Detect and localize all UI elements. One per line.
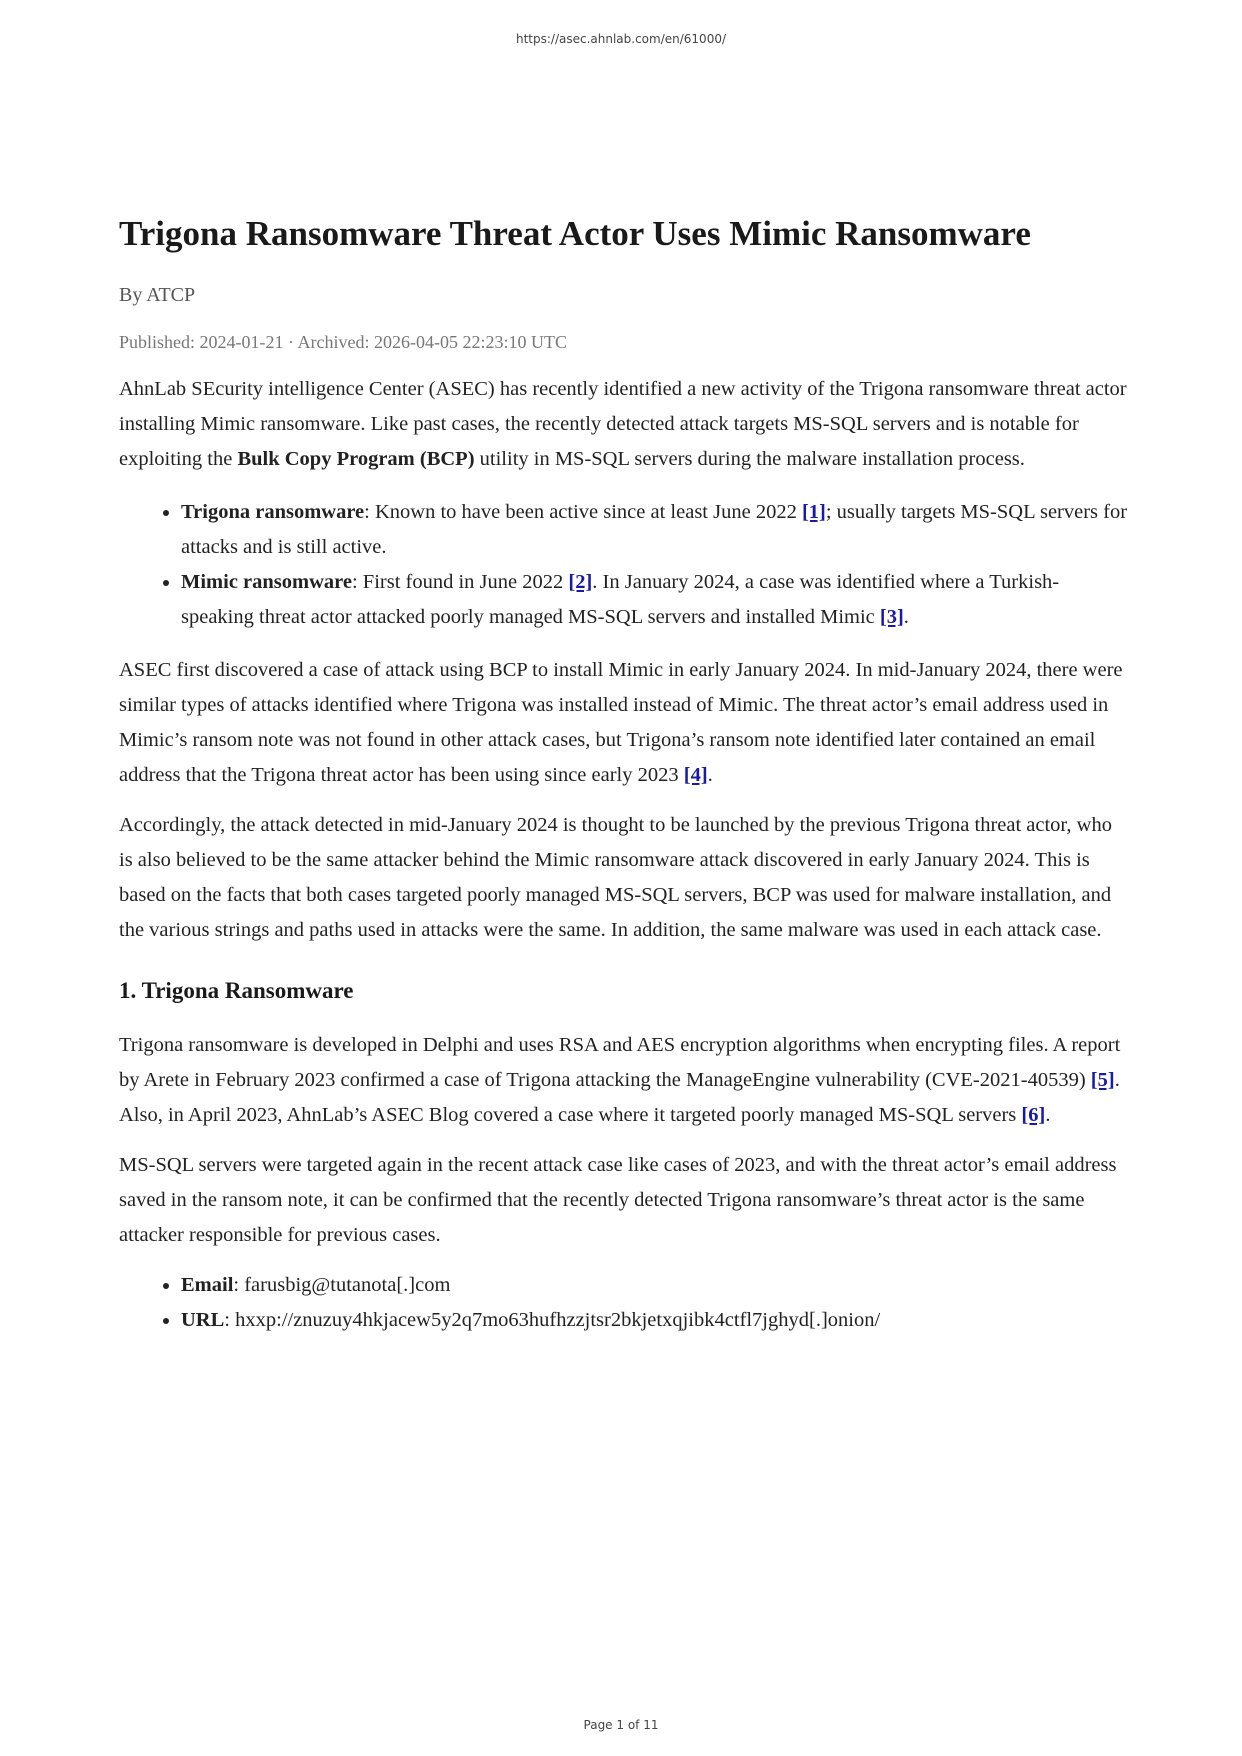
intro-bold-bcp: Bulk Copy Program (BCP) bbox=[237, 448, 475, 470]
ioc-list bbox=[119, 1268, 1129, 1338]
list-item-label: Mimic ransomware bbox=[181, 571, 352, 593]
list-item-text: : Known to have been active since at least June 2022 bbox=[364, 501, 802, 523]
article-published-meta: Published: 2024-01-21 · Archived: 2026-04-05 22:23:10 UTC bbox=[119, 332, 567, 352]
ioc-value: : hxxp://znuzuy4hkjacew5y2q7mo63hufhzzjtsr2bkjetxqjibk4ctfl7jghyd[.]onion/ bbox=[224, 1309, 881, 1331]
paragraph-text: . bbox=[1045, 1104, 1051, 1126]
reference-link-3[interactable]: [3] bbox=[879, 606, 904, 628]
intro-text-end: utility in MS-SQL servers during the malware installation process. bbox=[474, 448, 1025, 470]
list-item-text: . bbox=[903, 606, 909, 628]
article-title: Trigona Ransomware Threat Actor Uses Mimic Ransomware bbox=[119, 214, 1031, 253]
paragraph-trigona-overview bbox=[119, 1028, 1129, 1133]
paragraph-discovery bbox=[119, 653, 1129, 793]
list-item bbox=[181, 495, 1129, 565]
article bbox=[119, 212, 1129, 1338]
page-number-footer: Page 1 of 11 bbox=[583, 1718, 659, 1732]
list-item-text: : First found in June 2022 bbox=[351, 571, 569, 593]
reference-link-4[interactable]: [4] bbox=[683, 764, 708, 786]
reference-link-6[interactable]: [6] bbox=[1021, 1104, 1046, 1126]
list-item-text: ; usually targets MS-SQL servers for attacks and is still active. bbox=[181, 501, 1128, 558]
reference-link-5[interactable]: [5] bbox=[1090, 1069, 1115, 1091]
page-url-header: https://asec.ahnlab.com/en/61000/ bbox=[515, 32, 727, 46]
reference-link-2[interactable]: [2] bbox=[568, 571, 593, 593]
ioc-email-item bbox=[181, 1268, 1129, 1303]
paragraph-text: Trigona ransomware is developed in Delphi and uses RSA and AES encryption algorithms when encrypting files. A report by Arete in February 2023 confirmed a case of Trigona attacking the ManageEngine vulnerability (CVE-2021-40539) bbox=[119, 1034, 1121, 1091]
paragraph-trigona-targets: MS-SQL servers were targeted again in the recent attack case like cases of 2023, and with the threat actor’s email address saved in the ransom note, it can be confirmed that the recently detected Trigona ransomware’s threat actor is the same attacker responsible for previous cases. bbox=[119, 1154, 1117, 1246]
paragraph-text: ASEC first discovered a case of attack using BCP to install Mimic in early January 2024. In mid-January 2024, there were similar types of attacks identified where Trigona was installed instead of Mimic. The threat actor’s email address used in Mimic’s ransom note was not found in other attack cases, but Trigona’s ransom note identified later contained an email address that the Trigona threat actor has been using since early 2023 bbox=[119, 659, 1123, 786]
reference-link-1[interactable]: [1] bbox=[801, 501, 826, 523]
paragraph-attribution: Accordingly, the attack detected in mid-January 2024 is thought to be launched by the previous Trigona threat actor, who is also believed to be the same attacker behind the Mimic ransomware attack discovered in early January 2024. This is based on the facts that both cases targeted poorly managed MS-SQL servers, BCP was used for malware installation, and the various strings and paths used in attacks were the same. In addition, the same malware was used in each attack case. bbox=[119, 814, 1112, 941]
section-heading-trigona: 1. Trigona Ransomware bbox=[119, 978, 354, 1003]
ioc-url-item bbox=[181, 1303, 1129, 1338]
intro-paragraph bbox=[119, 372, 1129, 477]
ransomware-list bbox=[119, 495, 1129, 635]
article-byline: By ATCP bbox=[119, 284, 196, 306]
paragraph-text: . Also, in April 2023, AhnLab’s ASEC Blog covered a case where it targeted poorly managed MS-SQL servers bbox=[119, 1069, 1120, 1126]
list-item-text: . In January 2024, a case was identified where a Turkish-speaking threat actor attacked poorly managed MS-SQL servers and installed Mimic bbox=[181, 571, 1060, 628]
ioc-value: : farusbig@tutanota[.]com bbox=[233, 1274, 451, 1296]
intro-text: AhnLab SEcurity intelligence Center (ASEC) has recently identified a new activity of the Trigona ransomware threat actor installing Mimic ransomware. Like past cases, the recently detected attack targets MS-SQL servers and is notable for exploiting the bbox=[119, 378, 1127, 470]
list-item bbox=[181, 565, 1129, 635]
list-item-label: Trigona ransomware bbox=[181, 501, 365, 523]
paragraph-text: . bbox=[707, 764, 713, 786]
ioc-label: Email bbox=[181, 1274, 234, 1296]
ioc-label: URL bbox=[181, 1309, 225, 1331]
